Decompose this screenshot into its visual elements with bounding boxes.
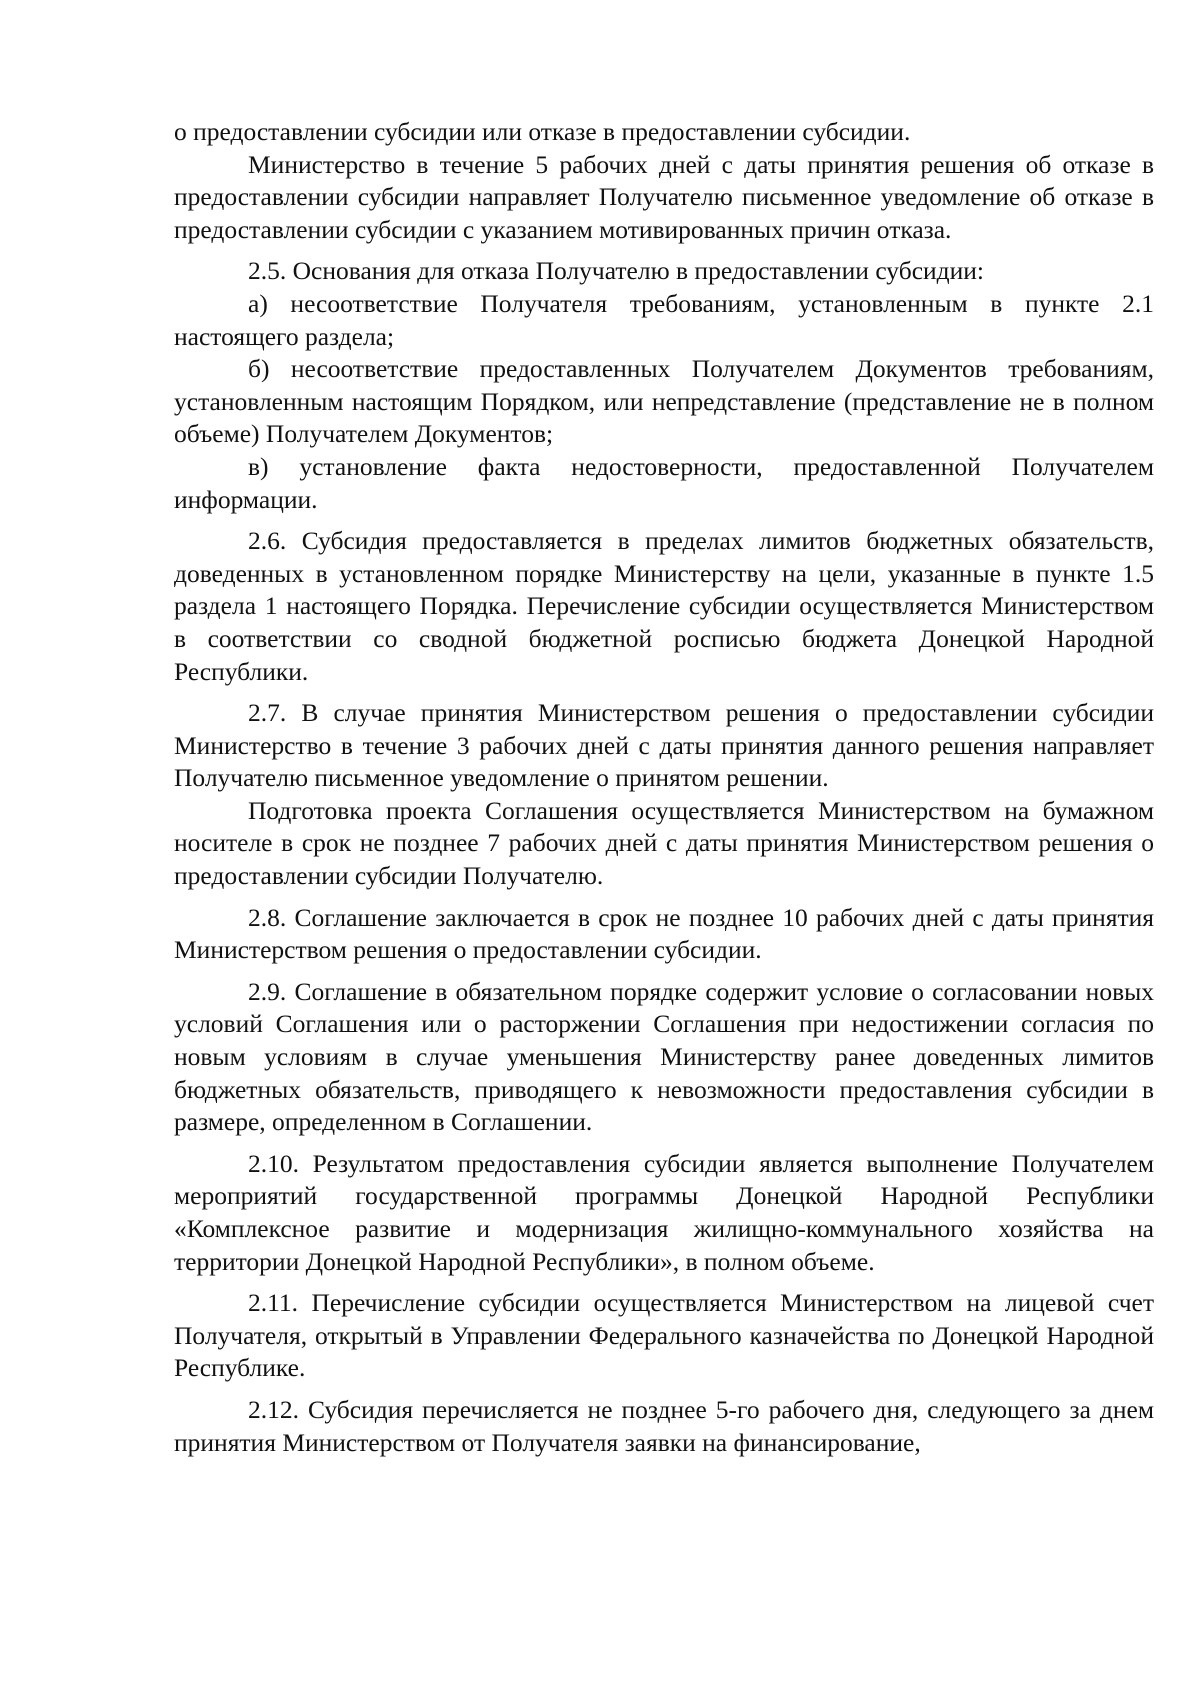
paragraph-agreement-preparation: Подготовка проекта Соглашения осуществляется Министерством на бумажном носителе в срок не позднее 7 рабочих дней с даты принятия Министерством решения о предоставлении субсидии Получателю. xyxy=(174,795,1154,891)
paragraph-2-5-refusal-grounds: 2.5. Основания для отказа Получателю в предоставлении субсидии: xyxy=(248,256,985,286)
paragraph-2-11-transfer: 2.11. Перечисление субсидии осуществляется Министерством на лицевой счет Получателя, открытый в Управлении Федерального казначейства по Донецкой Народной Республике. xyxy=(174,1288,1154,1383)
document-body xyxy=(174,116,1154,1459)
paragraph-decision-continuation: о предоставлении субсидии или отказе в предоставлении субсидии. xyxy=(174,117,911,146)
paragraph-2-12-transfer-term: 2.12. Субсидия перечисляется не позднее 5-го рабочего дня, следующего за днем принятия Министерством от Получателя заявки на финансирование, xyxy=(174,1394,1154,1457)
paragraph-refusal-notice: Министерство в течение 5 рабочих дней с даты принятия решения об отказе в предоставлении субсидии направляет Получателю письменное уведомление об отказе в предоставлении субсидии с указанием мотивированных причин отказа. xyxy=(174,149,1154,244)
paragraph-2-10-result: 2.10. Результатом предоставления субсидии является выполнение Получателем мероприятий государственной программы Донецкой Народной Республики «Комплексное развитие и модернизация жилищно-коммунального хозяйства на территории Донецкой Народной Республики», в полном объеме. xyxy=(174,1148,1154,1276)
paragraph-2-9-agreement-conditions: 2.9. Соглашение в обязательном порядке содержит условие о согласовании новых условий Соглашения или о расторжении Соглашения при недостижении согласия по новым условиям в случае уменьшения Министерству ранее доведенных лимитов бюджетных обязательств, приводящего к невозможности предоставления субсидии в размере, определенном в Соглашении. xyxy=(174,976,1154,1137)
paragraph-2-5-a: а) несоответствие Получателя требованиям, установленным в пункте 2.1 настоящего раздела; xyxy=(174,288,1154,351)
paragraph-2-5-c: в) установление факта недостоверности, предоставленной Получателем информации. xyxy=(174,451,1154,514)
paragraph-2-5-b: б) несоответствие предоставленных Получателем Документов требованиям, установленным настоящим Порядком, или непредставление (представление не в полном объеме) Получателем Документов; xyxy=(174,354,1154,449)
paragraph-2-8-agreement-term: 2.8. Соглашение заключается в срок не позднее 10 рабочих дней с даты принятия Министерством решения о предоставлении субсидии. xyxy=(174,902,1154,965)
paragraph-2-7-decision-notice: 2.7. В случае принятия Министерством решения о предоставлении субсидии Министерство в течение 3 рабочих дней с даты принятия данного решения направляет Получателю письменное уведомление о принятом решении. xyxy=(174,698,1154,793)
paragraph-2-6-subsidy-limits: 2.6. Субсидия предоставляется в пределах лимитов бюджетных обязательств, доведенных в установленном порядке Министерству на цели, указанные в пункте 1.5 раздела 1 настоящего Порядка. Перечисление субсидии осуществляется Министерством в соответствии со сводной бюджетной росписью бюджета Донецкой Народной Республики. xyxy=(174,526,1154,686)
